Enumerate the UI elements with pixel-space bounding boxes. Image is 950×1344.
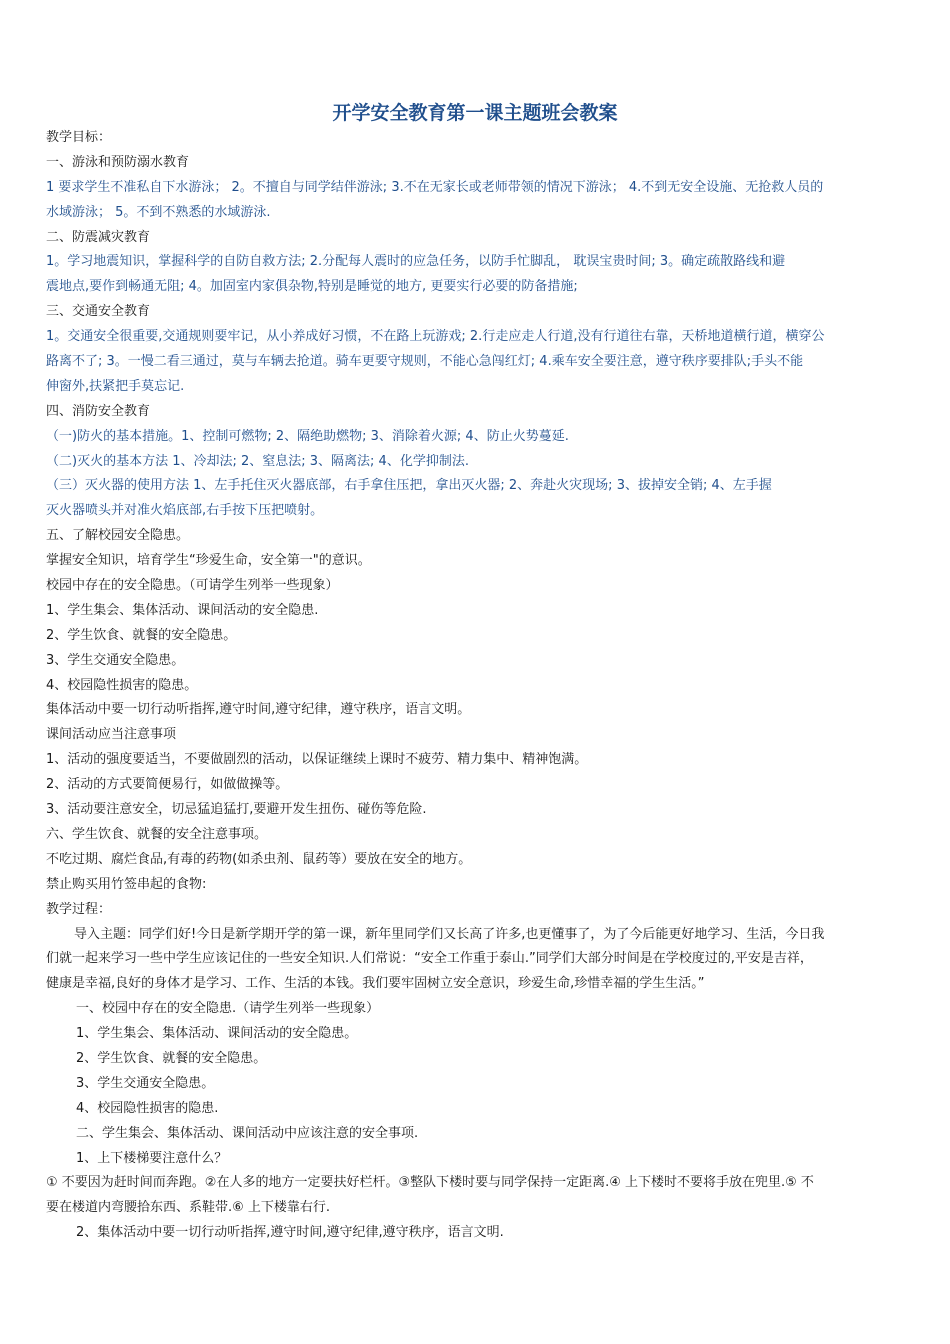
text-line: 水域游泳； 5。不到不熟悉的水域游泳. [46, 204, 271, 220]
text-line: （一)防火的基本措施。1、控制可燃物; 2、隔绝助燃物; 3、消除着火源; 4、防止火势蔓延. [46, 428, 569, 444]
text-line: 3、学生交通安全隐患。 [46, 652, 185, 668]
text-line: 4、校园隐性损害的隐患。 [46, 677, 198, 693]
text-line: 二、学生集会、集体活动、课间活动中应该注意的安全事项. [76, 1125, 419, 1141]
text-line: 1、学生集会、集体活动、课间活动的安全隐患。 [76, 1026, 358, 1042]
text-line: 二、防震减灾教育 [46, 229, 151, 245]
text-line: 4、校园隐性损害的隐患. [76, 1100, 219, 1116]
text-line: 健康是幸福,良好的身体才是学习、工作、生活的本钱。我们要牢固树立安全意识，珍爱生命,珍惜幸福的学生生活。” [46, 976, 705, 992]
text-line: ① 不要因为赶时间而奔跑。②在人多的地方一定要扶好栏杆。③整队下楼时要与同学保持一定距离.④ 上下楼时不要将手放在兜里.⑤ 不 [46, 1175, 814, 1191]
text-line: 六、学生饮食、就餐的安全注意事项。 [46, 826, 268, 842]
text-line: 导入主题：同学们好!今日是新学期开学的第一课，新年里同学们又长高了许多,也更懂事了，为了今后能更好地学习、生活，今日我 [74, 926, 825, 942]
text-line: 1。交通安全很重要,交通规则要牢记，从小养成好习惯，不在路上玩游戏; 2.行走应走人行道,没有行道往右靠，天桥地道横行道，横穿公 [46, 329, 825, 345]
text-line: 伸窗外,扶紧把手莫忘记. [46, 378, 185, 394]
text-line: 掌握安全知识，培育学生“珍爱生命，安全第一"的意识。 [46, 553, 371, 569]
text-line: 一、校园中存在的安全隐患.（请学生列举一些现象） [76, 1001, 380, 1017]
text-line: 不吃过期、腐烂食品,有毒的药物(如杀虫剂、鼠药等）要放在安全的地方。 [46, 851, 472, 867]
text-line: 四、消防安全教育 [46, 403, 151, 419]
text-line: 3、活动要注意安全，切忌猛追猛打,要避开发生扭伤、碰伤等危险. [46, 802, 427, 818]
text-line: 1、上下楼梯要注意什么？ [76, 1150, 228, 1166]
text-line: 2、学生饮食、就餐的安全隐患。 [76, 1050, 267, 1066]
text-line: 一、游泳和预防溺水教育 [46, 154, 190, 170]
text-line: 2、学生饮食、就餐的安全隐患。 [46, 627, 237, 643]
text-line: 路离不了; 3。一慢二看三通过，莫与车辆去抢道。骑车更要守规则，不能心急闯红灯; 4.乘车安全要注意，遵守秩序要排队;手头不能 [46, 354, 804, 370]
document-title: 开学安全教育第一课主题班会教案 [332, 102, 618, 124]
text-line: （二)灭火的基本方法 1、冷却法; 2、窒息法; 3、隔离法; 4、化学抑制法. [46, 453, 469, 469]
text-line: 禁止购买用竹签串起的食物: [46, 876, 207, 892]
text-line: 五、了解校园安全隐患。 [46, 528, 190, 544]
text-line: 震地点,要作到畅通无阻; 4。加固室内家俱杂物,特别是睡觉的地方, 更要实行必要的防备措施; [46, 279, 578, 295]
text-line: 1、学生集会、集体活动、课间活动的安全隐患. [46, 602, 319, 618]
text-line: 3、学生交通安全隐患。 [76, 1075, 215, 1091]
text-line: 三、交通安全教育 [46, 304, 151, 320]
text-line: 灭火器喷头并对准火焰底部,右手按下压把喷射。 [46, 503, 324, 519]
text-line: 教学过程： [46, 901, 112, 917]
text-line: 1 要求学生不准私自下水游泳； 2。不擅自与同学结伴游泳; 3.不在无家长或老师带领的情况下游泳； 4.不到无安全设施、无抢救人员的 [46, 179, 824, 195]
text-line: 要在楼道内弯腰拾东西、系鞋带.⑥ 上下楼靠右行. [46, 1200, 331, 1216]
document-body [46, 126, 906, 1246]
text-line: 集体活动中要一切行动听指挥,遵守时间,遵守纪律，遵守秩序，语言文明。 [46, 702, 471, 718]
text-line: 1、活动的强度要适当，不要做剧烈的活动，以保证继续上课时不疲劳、精力集中、精神饱满。 [46, 752, 588, 768]
text-line: 2、活动的方式要简便易行，如做做操等。 [46, 777, 289, 793]
text-line: 校园中存在的安全隐患。（可请学生列举一些现象） [46, 578, 339, 594]
text-line: 1。学习地震知识，掌握科学的自防自救方法; 2.分配每人震时的应急任务，以防手忙脚乱， 耽误宝贵时间; 3。确定疏散路线和避 [46, 254, 786, 270]
text-line: 2、集体活动中要一切行动听指挥,遵守时间,遵守纪律,遵守秩序，语言文明. [76, 1225, 504, 1241]
text-line: 课间活动应当注意事项 [46, 727, 177, 743]
text-line: 教学目标： [46, 130, 112, 145]
text-line: （三）灭火器的使用方法 1、左手托住灭火器底部，右手拿住压把，拿出灭火器; 2、奔赴火灾现场; 3、拔掉安全销; 4、左手握 [46, 478, 772, 494]
text-line: 们就一起来学习一些中学生应该记住的一些安全知识.人们常说：“安全工作重于泰山.”同学们大部分时间是在学校度过的,平安是吉祥， [46, 951, 813, 967]
